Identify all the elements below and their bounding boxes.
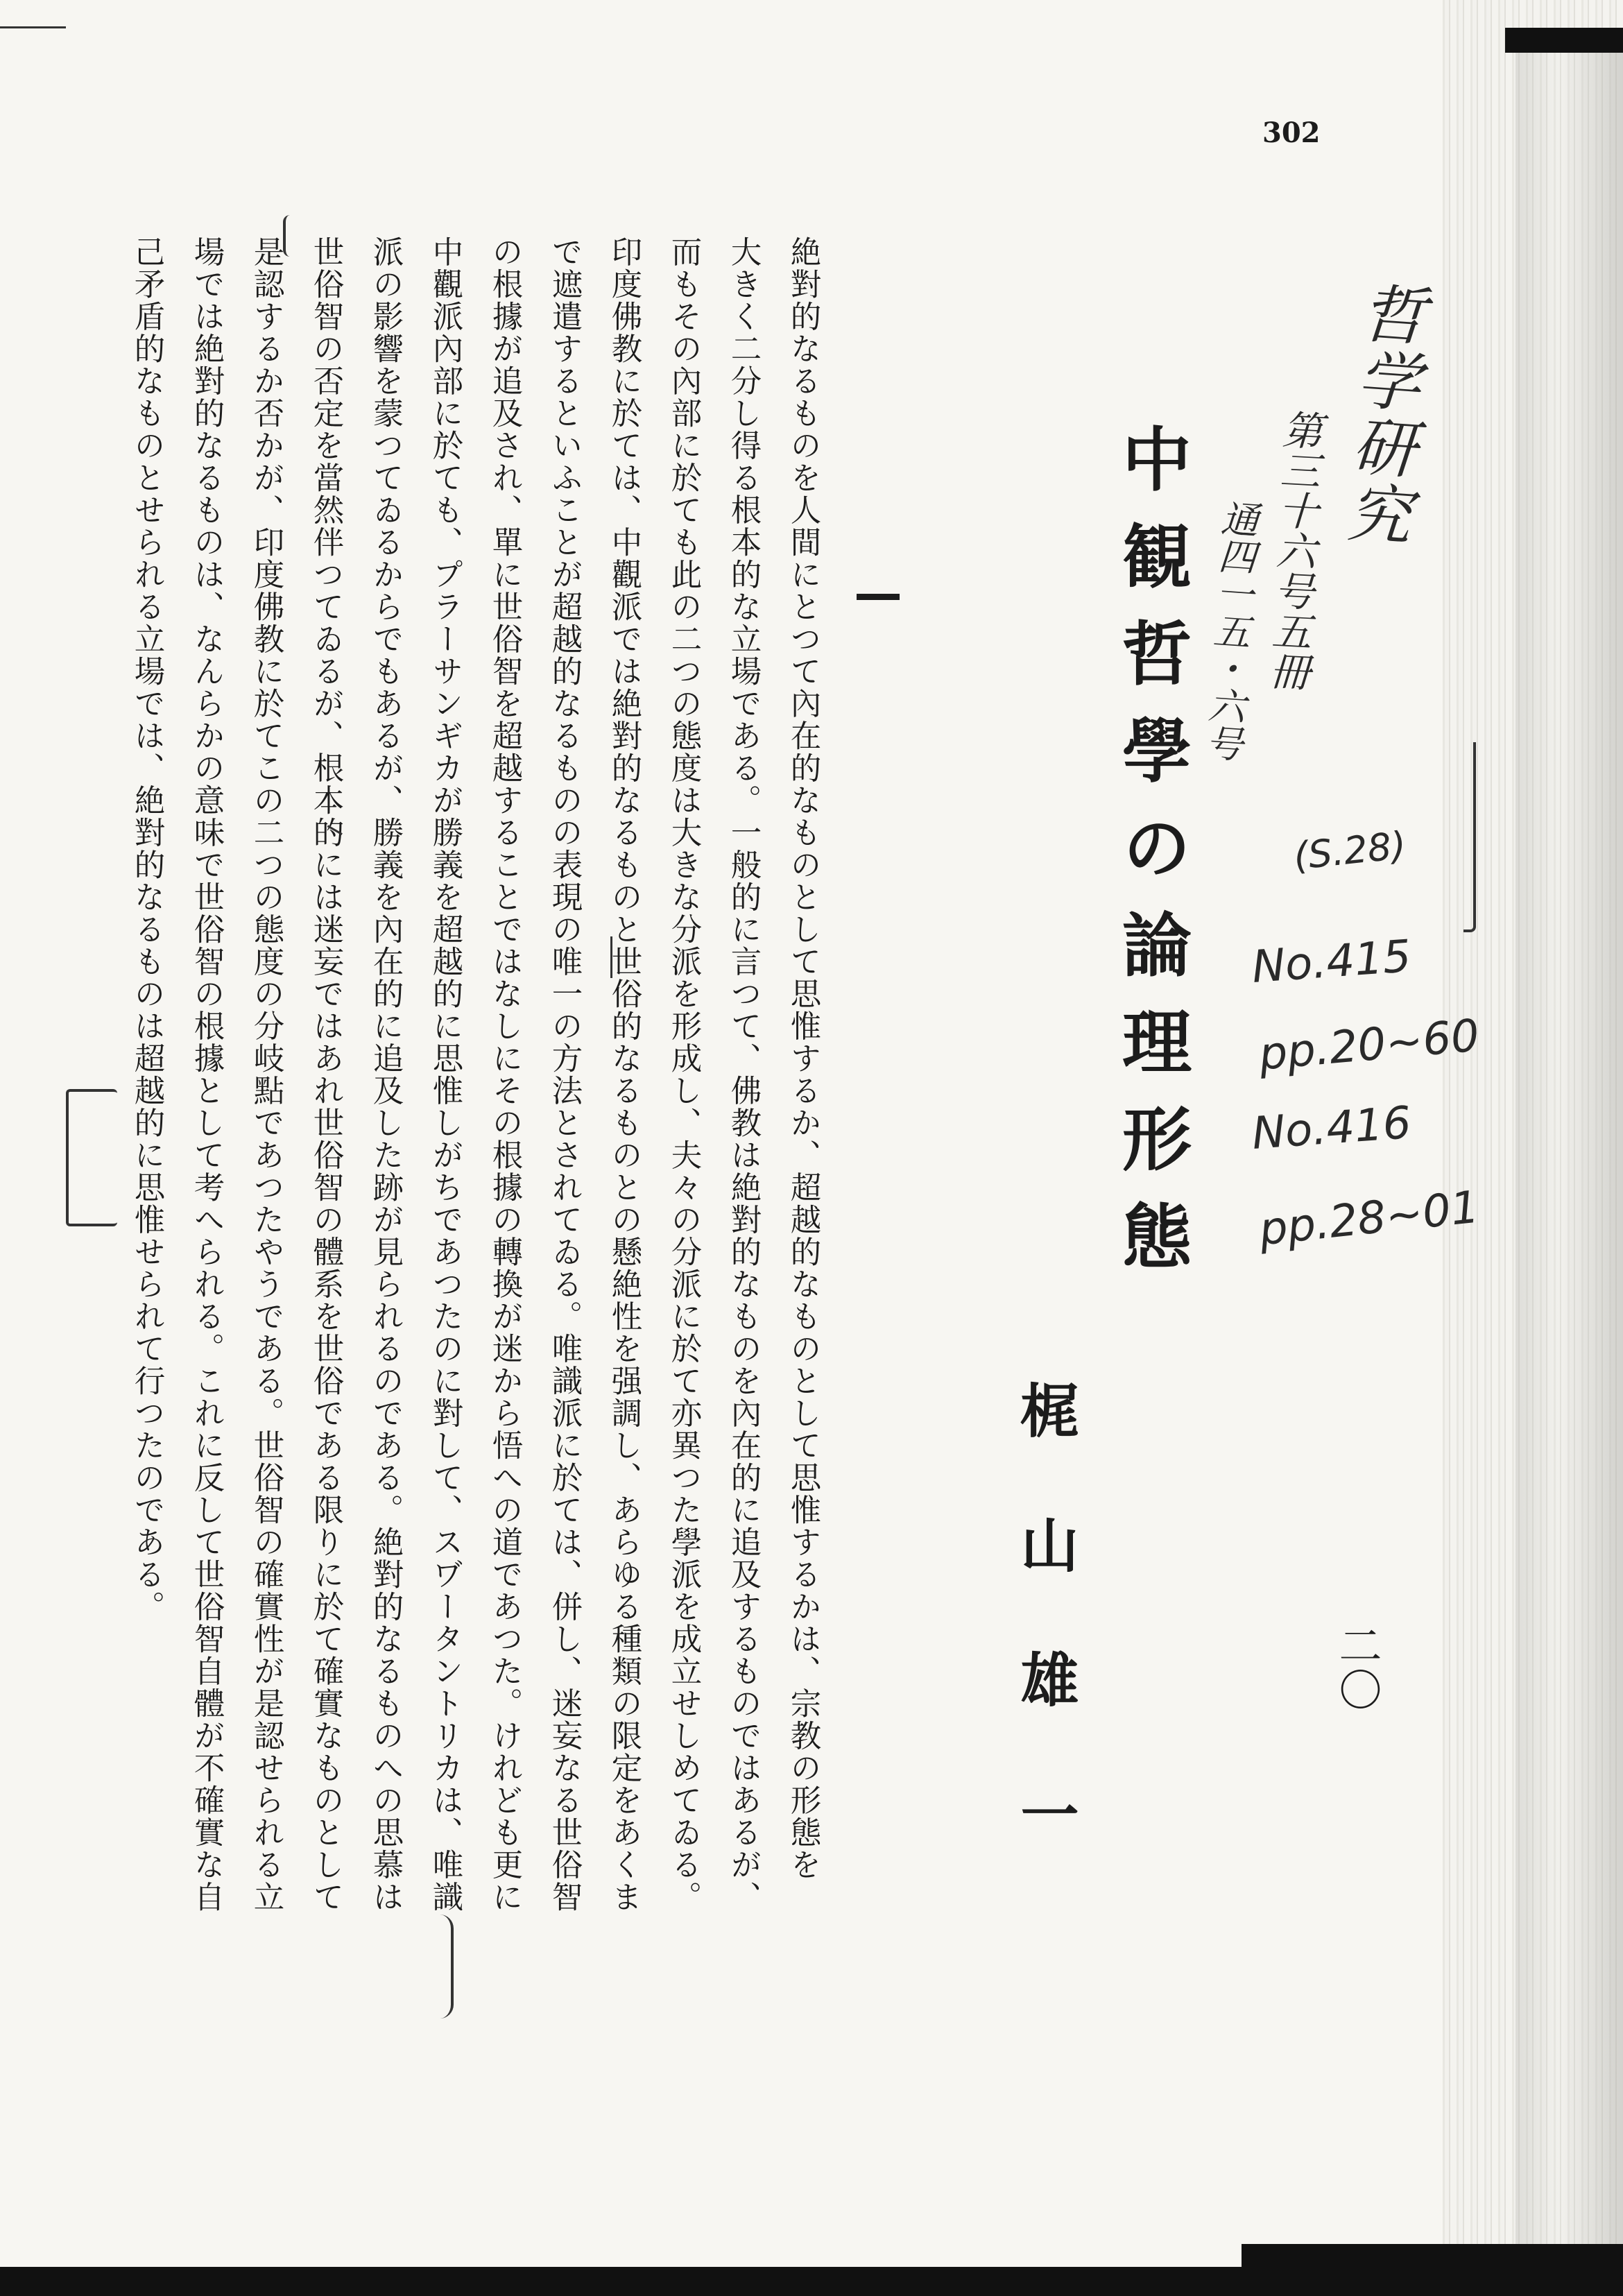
article-title: 中観哲學の論理形態 [1110,423,1192,1297]
handwritten-number-2: No.416 [1250,1097,1413,1160]
pencil-box-mark [66,1089,117,1226]
scan-top-bar [1505,28,1623,53]
handwritten-number-1: No.415 [1250,931,1413,993]
body-line: 印度佛教に於ては、中觀派では絶對的なるものと世俗的なるものとの懸絶性を强調し、あらゆる種類の限定をあくま [606,236,642,1913]
pencil-mark [283,215,298,257]
handwritten-volume: 第三十六号五冊 [1262,408,1324,692]
body-line: 絶對的なるものを人間にとつて內在的なものとして思惟するか、超越的なものとして思惟するかは、宗教の形態を [785,236,821,1881]
body-line: 中觀派內部に於ても、プラーサンギカが勝義を超越的に思惟しがちであつたのに對して、スヷータントリカは、唯識 [427,236,463,1913]
handwritten-pages-1: pp.20~60 [1257,1010,1482,1081]
body-line: 是認するか否かが、印度佛教に於てこの二つの態度の分岐點であつたやうである。世俗智の確實性が是認せられる立 [248,236,284,1913]
body-line: 世俗智の否定を當然伴つてゐるが、根本的には迷妄ではあれ世俗智の體系を世俗である限りに於て確實なものとして [308,236,343,1913]
body-line: で遮遣するといふことが超越的なるものの表現の唯一の方法とされてゐる。唯識派に於ては、併し、迷妄なる世俗智 [547,236,582,1913]
scan-edge-shadow [1515,28,1623,2268]
body-line: 而もその內部に於ても此の二つの態度は大きな分派を形成し、夫々の分派に於て亦異つた學派を成立せしめてゐる。 [666,236,701,1913]
page-number: 302 [1262,117,1321,149]
body-line: 己矛盾的なものとせられる立場では、絶對的なるものは超越的に思惟せられて行つたのである。 [129,236,164,1623]
body-line: 場では絶對的なるものは、なんらかの意味で世俗智の根據として考へられる。これに反して世俗智自體が不確實な自 [189,236,224,1913]
page-number-kanji: 二〇 [1332,1623,1382,1712]
handwritten-pages-2: pp.28~01 [1257,1181,1482,1256]
pencil-bracket-mark [433,1914,454,2019]
scan-bottom-bar [0,2267,1623,2296]
body-line: 大きく二分し得る根本的な立場である。一般的に言つて、佛教は絶對的なものを內在的に追及するものではあるが、 [725,236,761,1913]
handwritten-issue: 通四一五・六号 [1198,498,1261,763]
handwritten-journal-name: 哲学研究 [1334,278,1428,550]
body-text [62,236,832,2053]
author-name: 梶山雄一 [1011,1380,1080,1919]
handwritten-bracket [1463,742,1476,932]
pencil-mark [610,936,615,978]
section-number-one [857,594,900,600]
body-line: 派の影響を蒙つてゐるからでもあるが、勝義を內在的に追及した跡が見られるのである。絶對的なるものへの思慕は [368,236,403,1913]
scan-top-left-rule [0,26,66,28]
body-line: の根據が追及され、單に世俗智を超越することではなしにその根據の轉換が迷から悟への道であつた。けれども更に [487,236,522,1913]
handwritten-year: (S.28) [1291,823,1409,879]
